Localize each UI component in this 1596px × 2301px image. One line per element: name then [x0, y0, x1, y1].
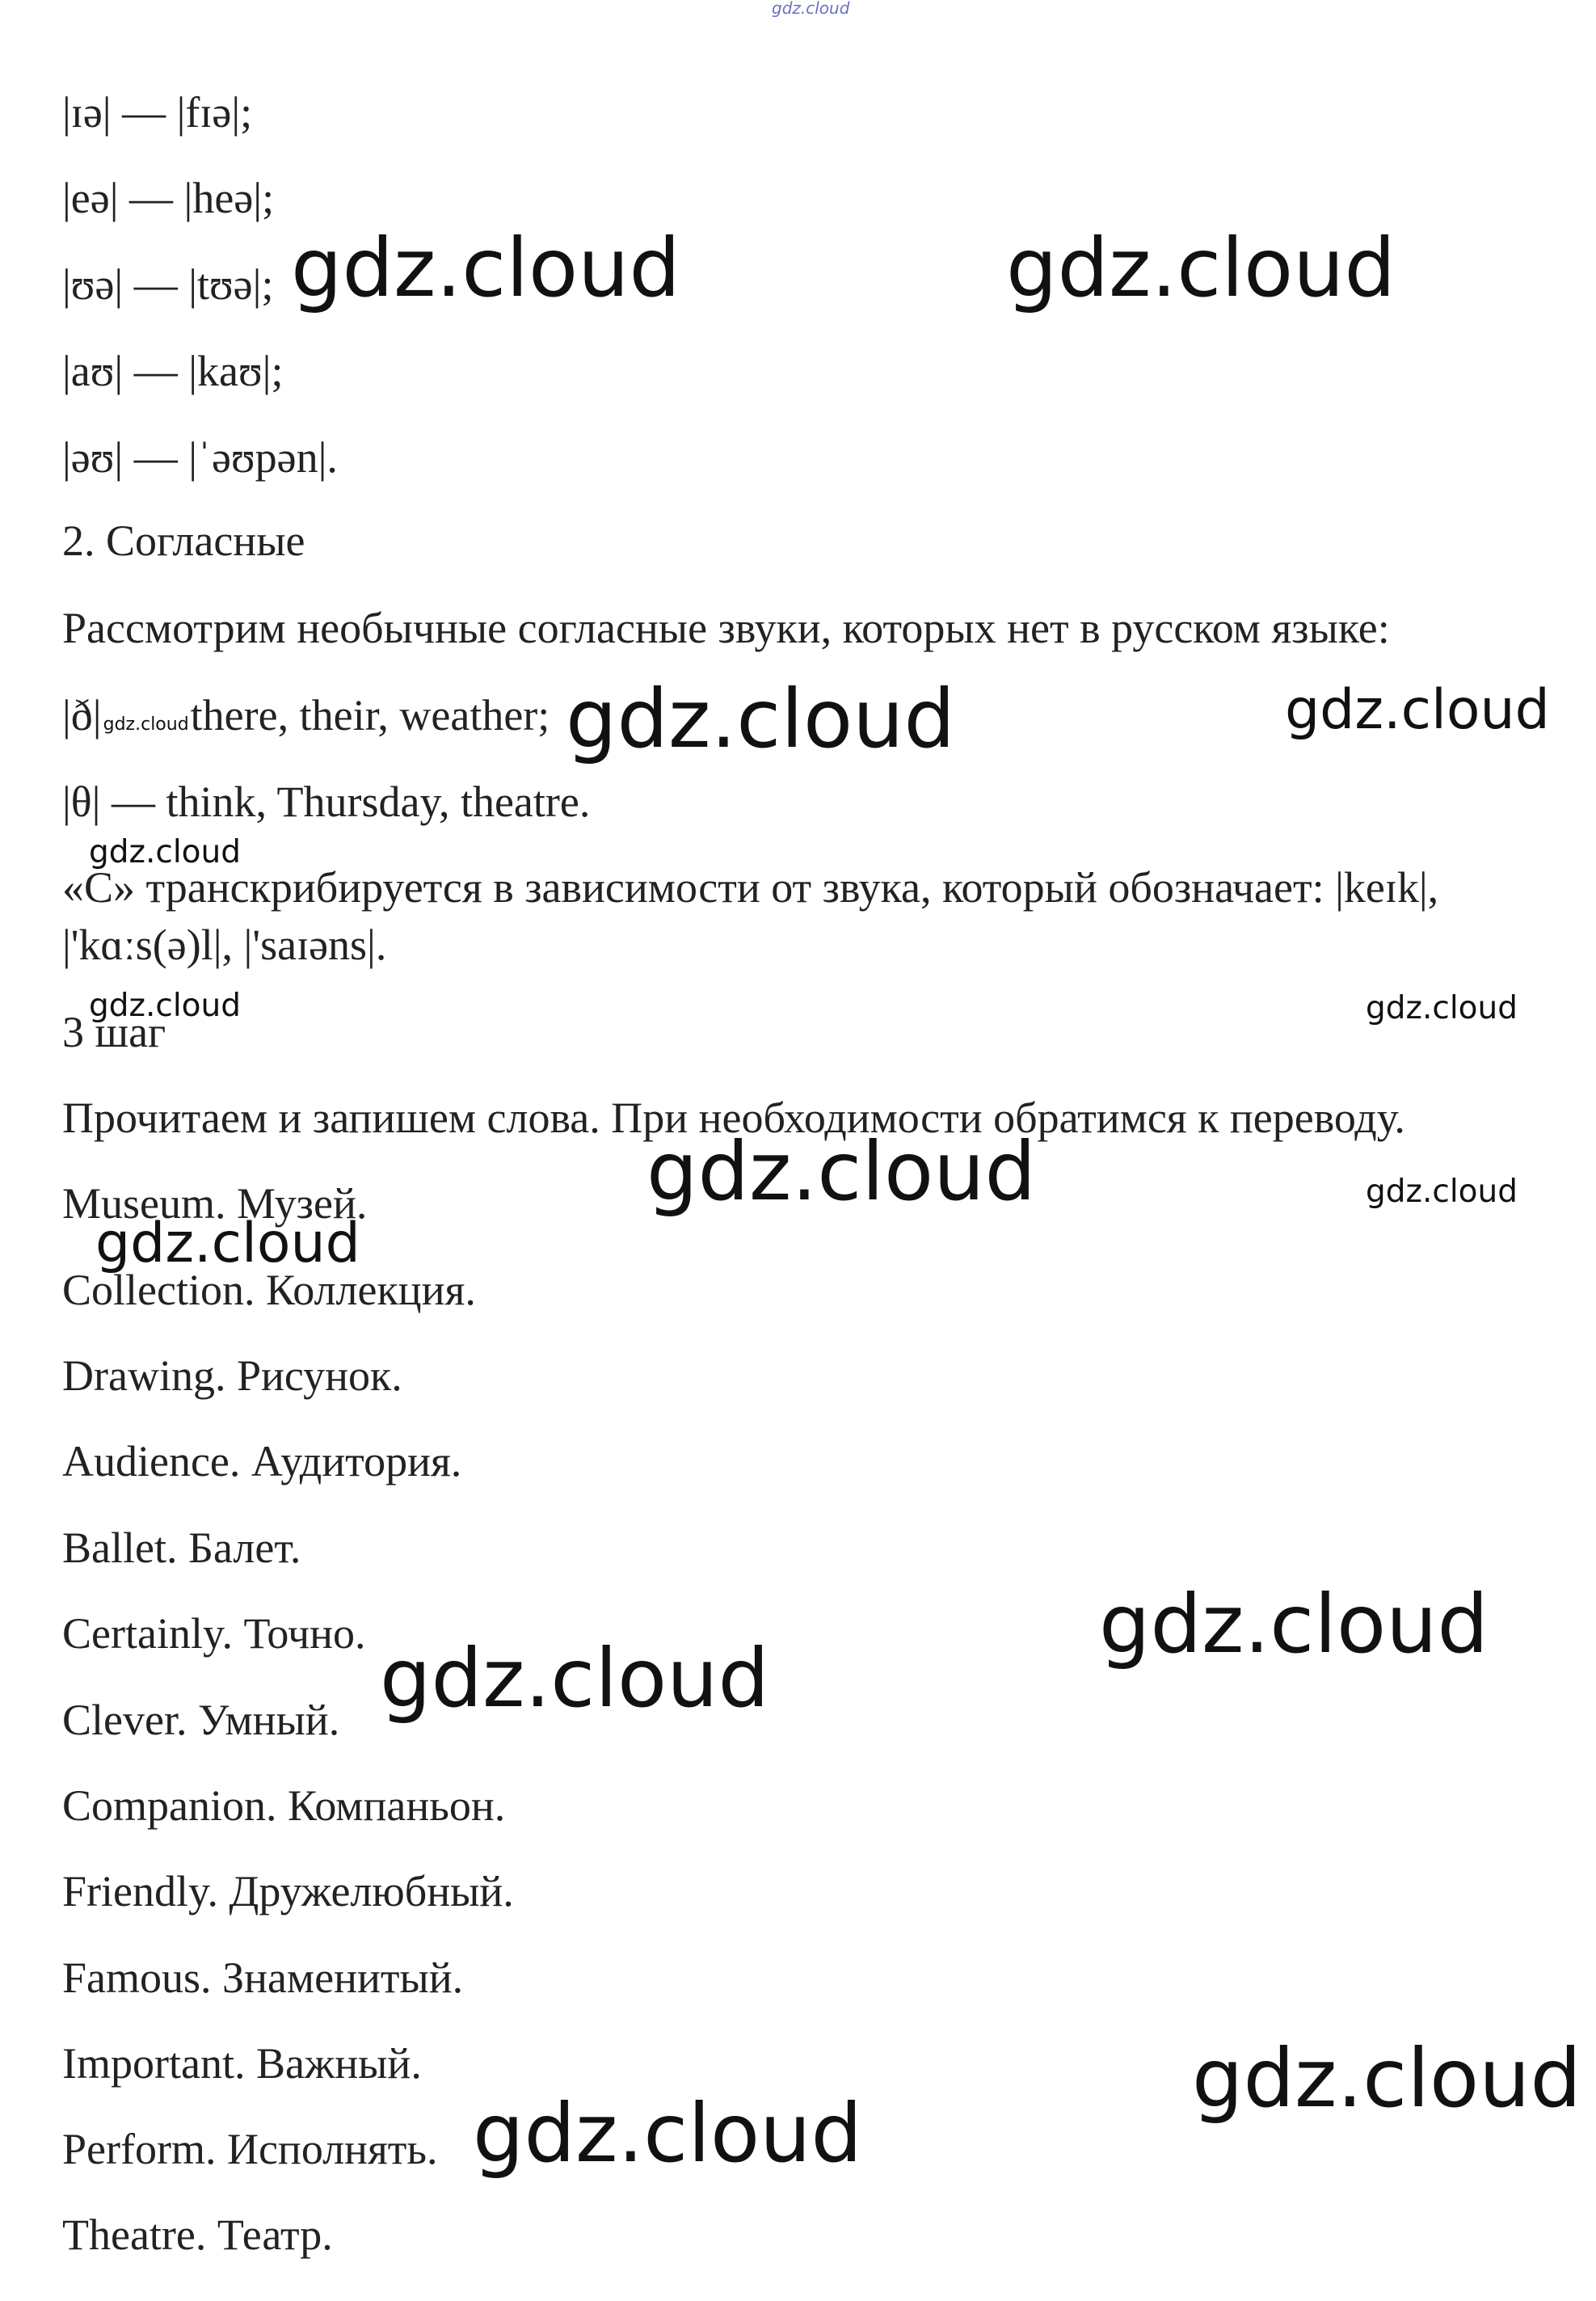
- word-line: Clever. Умный.: [62, 1696, 340, 1744]
- word-line: Perform. Исполнять.: [62, 2125, 438, 2173]
- watermark: gdz.cloud: [1366, 990, 1518, 1026]
- vowel-line-2: |eə| — |heə|;: [62, 174, 275, 222]
- step-heading: 3 шаг: [62, 1008, 166, 1056]
- watermark: gdz.cloud: [1192, 2031, 1582, 2126]
- word-line: Famous. Знаменитый.: [62, 1953, 464, 2002]
- word-line: Companion. Компаньон.: [62, 1781, 506, 1830]
- watermark: gdz.cloud: [1285, 678, 1550, 742]
- watermark: gdz.cloud: [473, 2086, 863, 2181]
- vowel-line-3: |ʊə| — |tʊə|;: [62, 260, 274, 309]
- watermark: gdz.cloud: [89, 988, 241, 1024]
- watermark: gdz.cloud: [646, 1124, 1037, 1219]
- eth-line: [62, 691, 550, 740]
- watermark: gdz.cloud: [291, 221, 681, 315]
- watermark: gdz.cloud: [89, 834, 241, 870]
- watermark: gdz.cloud: [1366, 1174, 1518, 1210]
- word-line: Important. Важный.: [62, 2039, 422, 2088]
- watermark-inline: gdz.cloud: [103, 714, 189, 735]
- word-line: Friendly. Дружелюбный.: [62, 1867, 514, 1915]
- watermark: gdz.cloud: [566, 672, 956, 766]
- watermark: gdz.cloud: [95, 1212, 360, 1275]
- word-line: Collection. Коллекция.: [62, 1266, 476, 1314]
- theta-line: |θ| — think, Thursday, theatre.: [62, 778, 591, 826]
- c-line-2: |'kɑːs(ə)l|, |'saɪəns|.: [62, 921, 387, 969]
- consonants-intro: Рассмотрим необычные согласные звуки, которых нет в русском языке:: [62, 604, 1390, 652]
- watermark-top: gdz.cloud: [772, 0, 850, 18]
- vowel-line-5: |əʊ| — |ˈəʊpən|.: [62, 433, 338, 482]
- word-line: Ballet. Балет.: [62, 1523, 301, 1572]
- eth-words: there, their, weather;: [190, 691, 550, 740]
- eth-symbol: |ð|: [62, 691, 102, 740]
- vowel-line-4: |aʊ| — |kaʊ|;: [62, 347, 284, 395]
- watermark: gdz.cloud: [380, 1631, 770, 1726]
- word-line: Audience. Аудитория.: [62, 1437, 462, 1486]
- watermark: gdz.cloud: [1006, 221, 1396, 315]
- word-line: Theatre. Театр.: [62, 2210, 333, 2259]
- word-line: Museum. Музей.: [62, 1179, 368, 1228]
- consonants-heading: 2. Согласные: [62, 516, 305, 565]
- watermark: gdz.cloud: [1099, 1577, 1489, 1671]
- step-intro: Прочитаем и запишем слова. При необходимости обратимся к переводу.: [62, 1094, 1405, 1142]
- c-line-1: «C» транскрибируется в зависимости от звука, который обозначает: |keɪk|,: [62, 863, 1439, 912]
- vowel-line-1: |ɪə| — |fɪə|;: [62, 88, 253, 137]
- word-line: Drawing. Рисунок.: [62, 1351, 402, 1400]
- word-line: Certainly. Точно.: [62, 1609, 366, 1658]
